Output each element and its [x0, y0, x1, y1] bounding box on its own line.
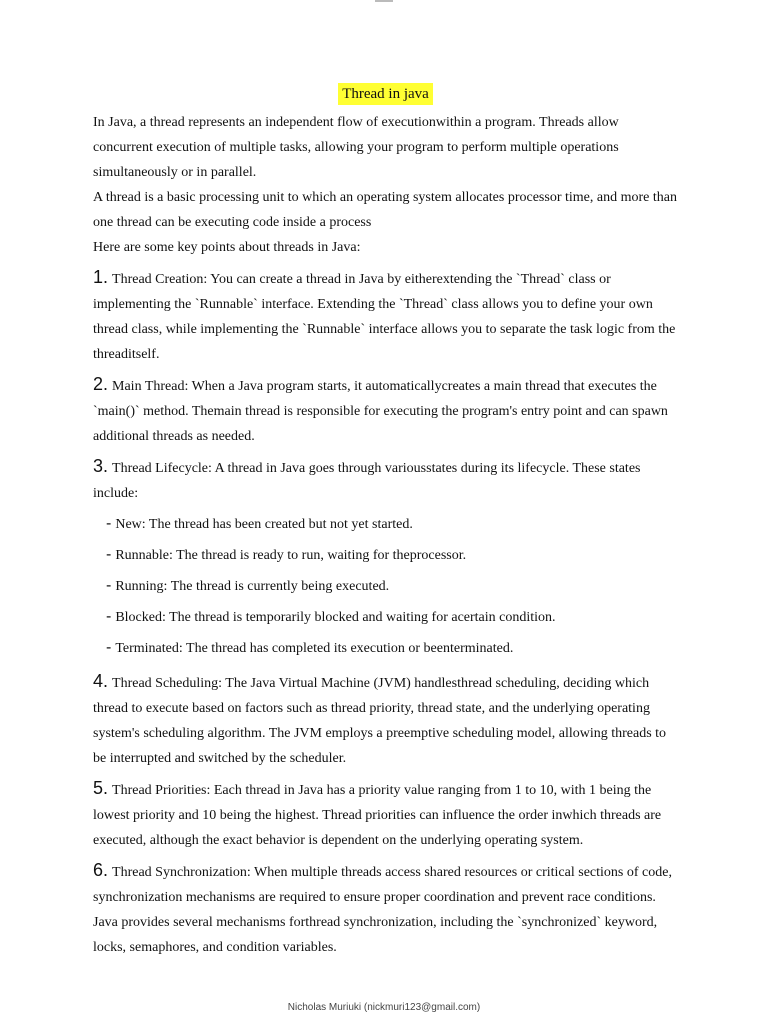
point-2 — [93, 372, 678, 449]
point-text: Thread Lifecycle: A thread in Java goes through variousstates during its lifecycle. These states include: — [93, 461, 641, 501]
dash-bullet: - — [106, 639, 112, 656]
point-number: 3. — [93, 456, 109, 476]
point-number: 5. — [93, 778, 109, 798]
point-number: 6. — [93, 860, 109, 880]
state-text: New: The thread has been created but not yet started. — [115, 517, 413, 532]
list-item — [106, 633, 678, 664]
state-text: Runnable: The thread is ready to run, waiting for theprocessor. — [115, 548, 467, 563]
point-3 — [93, 454, 678, 506]
dash-bullet: - — [106, 577, 112, 594]
point-6 — [93, 858, 678, 960]
page-footer: Nicholas Muriuki (nickmuri123@gmail.com) — [287, 1002, 481, 1013]
list-item — [106, 540, 678, 571]
list-item — [106, 602, 678, 633]
lifecycle-states-list — [106, 509, 678, 664]
intro-paragraph-3: Here are some key points about threads in Java: — [93, 240, 361, 255]
point-number: 1. — [93, 267, 109, 287]
dash-bullet: - — [106, 515, 112, 532]
point-text: Thread Scheduling: The Java Virtual Machine (JVM) handlesthread scheduling, deciding which thread to execute based on factors such as thread priority, thread state, and the underlying operating system's scheduling algorithm. The JVM employs a preemptive scheduling model, allowing threads to be interrupted and switched by the scheduler. — [93, 676, 667, 766]
intro-paragraph-2: A thread is a basic processing unit to which an operating system allocates processor time, and more than one thread can be executing code inside a process — [93, 190, 677, 230]
document-title: Thread in java — [338, 83, 433, 105]
point-number: 4. — [93, 671, 109, 691]
list-item — [106, 509, 678, 540]
point-text: Thread Priorities: Each thread in Java has a priority value ranging from 1 to 10, with 1 being the lowest priority and 10 being the highest. Thread priorities can influence the order inwhich threads are executed, although the exact behavior is dependent on the underlying operating system. — [93, 783, 662, 848]
point-5 — [93, 776, 678, 853]
point-text: Thread Synchronization: When multiple threads access shared resources or critical sections of code, synchronization mechanisms are required to ensure proper coordination and prevent race conditions. Java provides several mechanisms forthread synchronization, including the `synchronized` keyword, locks, semaphores, and condition variables. — [93, 865, 672, 955]
point-text: Main Thread: When a Java program starts, it automaticallycreates a main thread that executes the `main()` method. Themain thread is responsible for executing the program's entry point and can spawn additional threads as needed. — [93, 379, 668, 444]
top-mark — [375, 0, 393, 2]
point-text: Thread Creation: You can create a thread in Java by eitherextending the `Thread` class or implementing the `Runnable` interface. Extending the `Thread` class allows you to define your own thread class, while implementing the `Runnable` interface allows you to separate the task logic from the threaditself. — [93, 272, 676, 362]
dash-bullet: - — [106, 608, 112, 625]
document-page — [93, 82, 678, 960]
point-number: 2. — [93, 374, 109, 394]
dash-bullet: - — [106, 546, 112, 563]
state-text: Blocked: The thread is temporarily blocked and waiting for acertain condition. — [115, 610, 556, 625]
intro-paragraph-1: In Java, a thread represents an independent flow of executionwithin a program. Threads allow concurrent execution of multiple tasks, allowing your program to perform multiple operations simultaneously or in parallel. — [93, 115, 619, 180]
point-4 — [93, 669, 678, 771]
list-item — [106, 571, 678, 602]
point-1 — [93, 265, 678, 367]
state-text: Terminated: The thread has completed its execution or beenterminated. — [115, 641, 514, 656]
state-text: Running: The thread is currently being executed. — [115, 579, 390, 594]
